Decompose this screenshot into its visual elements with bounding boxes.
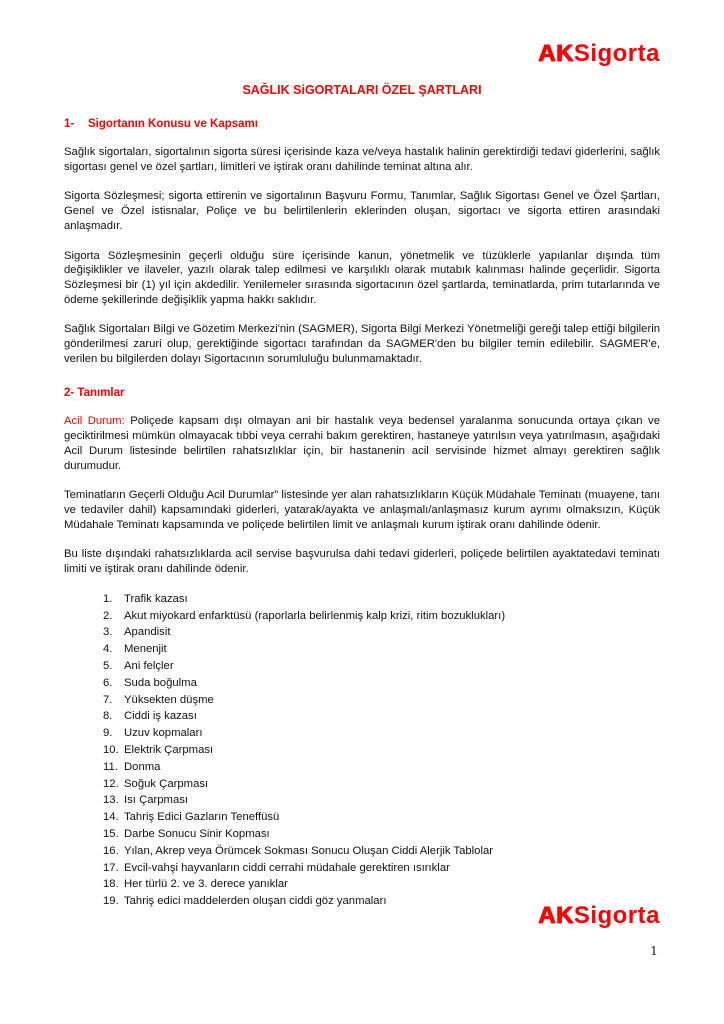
- list-item-text: Elektrik Çarpması: [124, 743, 214, 756]
- paragraph: Sağlık sigortaları, sigortalının sigorta süresi içerisinde kaza ve/veya hastalık halinin gerektirdiği tedavi giderlerini, sağlık sigortası genel ve özel şartları, limitleri ve iştirak oranı dahilinde teminat altına alır.: [64, 146, 660, 173]
- list-item-number: 12.: [103, 777, 119, 790]
- term-label: Acil Durum:: [64, 415, 125, 428]
- logo-text-regular: Sigorta: [573, 902, 660, 929]
- term-text: Poliçede kapsam dışı olmayan ani bir hastalık veya bedensel yaralanma sonucunda ortaya çıkan ve geciktirilmesi mümkün olmayacak tıbbi veya cerrahi bakım gerektiren, hastaneye yatırılsın veya yatırılmasın, aşağıdaki Acil Durum listesinde belirtilen rahatsızlıklar için, bir hastanenin acil servisinde hizmet almayı gerektiren sağlık durumudur.: [64, 415, 660, 472]
- list-item: [103, 776, 660, 793]
- paragraph: Teminatların Geçerli Olduğu Acil Durumlar” listesinde yer alan rahatsızlıkların Küçük Müdahale Teminatı (muayene, tanı ve tedaviler dahil) kapsamındaki giderleri, yatarak/ayakta ve anlaşmalı/anlaşmasız kurum ayrımı olmaksızın, Küçük Müdahale Teminatı kapsamında ve poliçede belirtilen limit ve anlaşmalı kurum iştirak oranı dahilinde ödenir.: [64, 489, 660, 531]
- paragraph: Sağlık Sigortaları Bilgi ve Gözetim Merkezi'nin (SAGMER), Sigorta Bilgi Merkezi Yönetmeliği gereği talep ettiği bilgilerin gönderilmesi zaruri olup, gerektiğinde sigortacı tarafından da SAGMER'den bu bilgiler temin edilebilir. SAGMER'e, verilen bu bilgilerden dolayı Sigortacının sorumluluğu bulunmamaktadır.: [64, 323, 660, 365]
- list-item-text: Tahriş edici maddelerden oluşan ciddi göz yanmaları: [124, 895, 387, 908]
- list-item-text: Yılan, Akrep veya Örümcek Sokması Sonucu Oluşan Ciddi Alerjik Tablolar: [124, 844, 493, 857]
- section-1-heading: [64, 118, 660, 130]
- list-item: [103, 860, 660, 877]
- list-item-text: Akut miyokard enfarktüsü (raporlarla belirlenmiş kalp krizi, ritim bozuklukları): [124, 609, 506, 622]
- list-item-number: 16.: [103, 844, 119, 857]
- list-item: [103, 826, 660, 843]
- list-item-number: 11.: [103, 760, 118, 773]
- list-item-text: Isı Çarpması: [124, 794, 189, 807]
- section-2-heading: 2- Tanımlar: [64, 387, 125, 400]
- list-item-number: 17.: [103, 861, 119, 874]
- list-item: [103, 759, 660, 776]
- list-item: [103, 692, 660, 709]
- list-item: [103, 792, 660, 809]
- list-item-number: 19.: [103, 895, 119, 908]
- page-title: SAĞLIK SiGORTALARI ÖZEL ŞARTLARI: [242, 83, 482, 97]
- list-item-number: 15.: [103, 827, 119, 840]
- list-item-number: 4.: [103, 643, 113, 656]
- list-item-text: Trafik kazası: [124, 592, 188, 605]
- list-item-number: 13.: [103, 794, 119, 807]
- header: [64, 42, 660, 66]
- list-item-text: Donma: [124, 760, 161, 773]
- page-number: 1: [650, 943, 658, 958]
- list-item-number: 10.: [103, 743, 119, 756]
- paragraph: Bu liste dışındaki rahatsızlıklarda acil servise başvurulsa dahi tedavi giderleri, poliçede belirtilen ayaktatedavi teminatı limiti ve iştirak oranı dahilinde ödenir.: [64, 548, 660, 576]
- list-item-number: 14.: [103, 811, 119, 824]
- list-item-text: Soğuk Çarpması: [124, 777, 209, 790]
- list-item-number: 2.: [103, 609, 113, 622]
- list-item: [103, 876, 660, 893]
- list-item-text: Tahriş Edici Gazların Teneffüsü: [124, 811, 280, 824]
- list-item: [103, 624, 660, 641]
- logo-text-bold: AK: [538, 40, 574, 67]
- paragraph: Sigorta Sözleşmesinin geçerli olduğu süre içerisinde kanun, yönetmelik ve tüzüklerle yapılanlar dışında tüm değişiklikler ve ilaveler, yazılı olarak talep edilmesi ve karşılıklı olarak mutabık kalınması halinde geçerlidir. Sigorta Sözleşmesi bir (1) yıl için akdedilir. Yenilemeler sırasında sigortacının özel şartlarda, teminatlarda, prim tutarlarında ve ödeme şekillerinde değişiklik yapma hakkı saklıdır.: [64, 249, 660, 306]
- list-item: [103, 809, 660, 826]
- logo-text-bold: AK: [538, 902, 574, 929]
- list-item-text: Darbe Sonucu Sinir Kopması: [124, 827, 270, 840]
- list-item-number: 5.: [103, 659, 113, 672]
- logo-text-regular: Sigorta: [573, 40, 660, 67]
- list-item-number: 1.: [103, 592, 113, 605]
- list-item: [103, 675, 660, 692]
- list-item: [103, 658, 660, 675]
- list-item: [103, 742, 660, 759]
- list-item: [103, 708, 660, 725]
- list-item-text: Ciddi iş kazası: [124, 710, 197, 723]
- list-item-number: 8.: [103, 710, 113, 723]
- term-definition-paragraph: [64, 414, 660, 473]
- list-item-text: Ani felçler: [124, 659, 174, 672]
- paragraph: Sigorta Sözleşmesi; sigorta ettirenin ve sigortalının Başvuru Formu, Tanımlar, Sağlık Sigortası Genel ve Özel Şartları, Genel ve Özel istisnalar, Poliçe ve bu belirtilenlerin eklerinden oluşan, sigortacı ve sigorta ettiren arasındaki anlaşmadır.: [64, 190, 660, 232]
- list-item: [103, 641, 660, 658]
- list-item: [103, 608, 660, 625]
- list-item-text: Menenjit: [124, 643, 167, 656]
- footer: [538, 901, 660, 930]
- aksigorta-logo-footer: [538, 902, 660, 929]
- list-item: [103, 591, 660, 608]
- list-item-text: Suda boğulma: [124, 676, 197, 689]
- list-item-text: Evcil-vahşi hayvanların ciddi cerrahi müdahale gerektiren ısırıklar: [124, 861, 450, 874]
- list-item-number: 7.: [103, 693, 113, 706]
- emergency-conditions-list: [64, 591, 660, 910]
- list-item-number: 3.: [103, 626, 113, 639]
- list-item-text: Apandisit: [124, 626, 171, 639]
- list-item-text: Her türlü 2. ve 3. derece yanıklar: [124, 878, 288, 891]
- list-item-text: Yüksekten düşme: [124, 693, 214, 706]
- list-item-number: 6.: [103, 676, 113, 689]
- list-item: [103, 725, 660, 742]
- list-item: [103, 843, 660, 860]
- list-item-number: 9.: [103, 727, 113, 740]
- section-1-number: 1-: [64, 118, 75, 130]
- section-1-heading-text: Sigortanın Konusu ve Kapsamı: [88, 118, 258, 130]
- list-item-number: 18.: [103, 878, 119, 891]
- list-item-text: Uzuv kopmaları: [124, 727, 203, 740]
- aksigorta-logo: [538, 40, 660, 67]
